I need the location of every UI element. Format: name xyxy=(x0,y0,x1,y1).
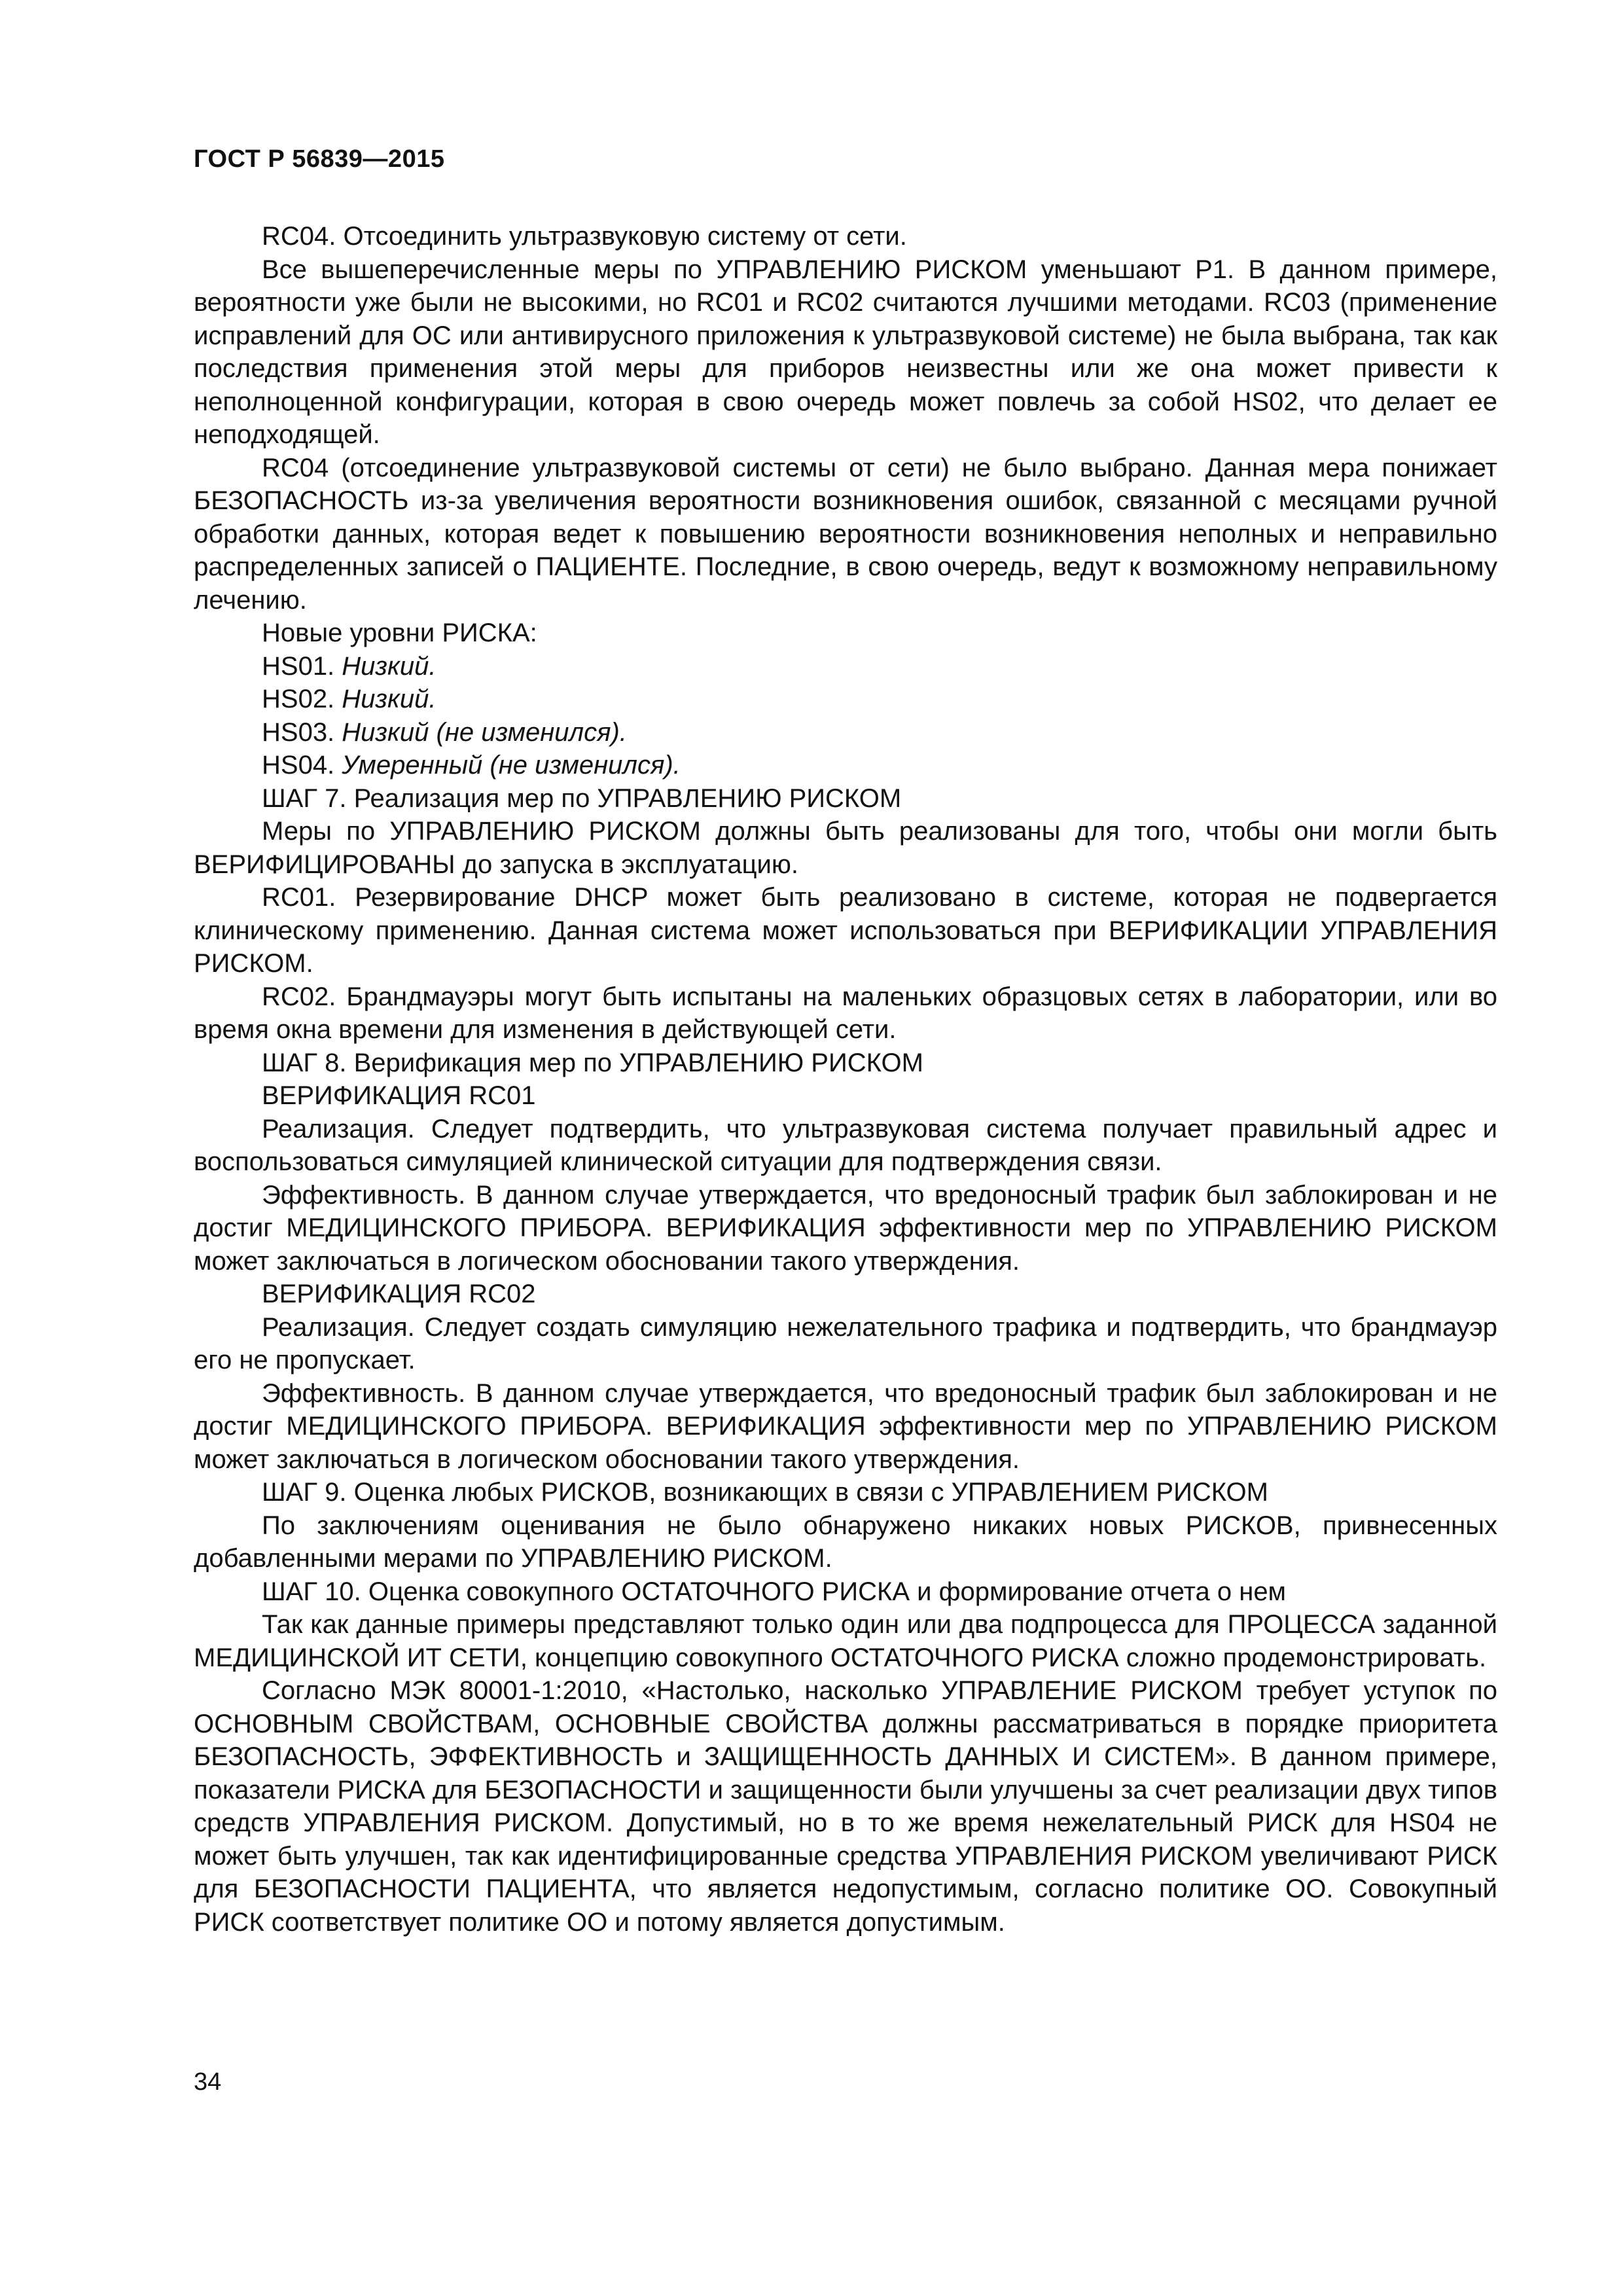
paragraph-rc02-firewalls: RC02. Брандмауэры могут быть испытаны на маленьких образцовых сетях в лаборатории, или во время окна времени для изменения в действующей сети. xyxy=(194,982,1497,1044)
risk-level-hs03 xyxy=(194,716,1497,749)
hs03-code: HS03. xyxy=(262,717,342,747)
paragraph-rc02-effectiveness: Эффективность. В данном случае утверждается, что вредоносный трафик был заблокирован и не достиг МЕДИЦИНСКОГО ПРИБОРА. ВЕРИФИКАЦИЯ эффективности мер по УПРАВЛЕНИЮ РИСКОМ может заключаться в логическом обосновании такого утверждения. xyxy=(194,1378,1497,1474)
step-10-heading: ШАГ 10. Оценка совокупного ОСТАТОЧНОГО РИСКА и формирование отчета о нем xyxy=(262,1577,1287,1606)
hs02-level: Низкий. xyxy=(342,685,437,713)
document-body xyxy=(194,220,1497,1939)
hs02-code: HS02. xyxy=(262,685,342,713)
step-8-heading: ШАГ 8. Верификация мер по УПРАВЛЕНИЮ РИСКОМ xyxy=(262,1048,923,1077)
step-7-heading: ШАГ 7. Реализация мер по УПРАВЛЕНИЮ РИСКОМ xyxy=(262,783,902,813)
risk-level-hs04 xyxy=(194,749,1497,782)
page-number: 34 xyxy=(194,2068,222,2096)
paragraph-rc04-item: RC04. Отсоединить ультразвуковую систему от сети. xyxy=(262,222,907,251)
hs03-level: Низкий (не изменился). xyxy=(342,717,627,747)
paragraph-rc04-not-selected: RC04 (отсоединение ультразвуковой системы от сети) не было выбрано. Данная мера понижает БЕЗОПАСНОСТЬ из-за увеличения вероятности возникновения ошибок, связанной с месяцами ручной обработки данных, которая ведет к повышению вероятности возникновения неполных и неправильно распределенных записей о ПАЦИЕНТЕ. Последние, в свою очередь, ведут к возможному неправильному лечению. xyxy=(194,453,1497,615)
paragraph-rc02-implementation: Реализация. Следует создать симуляцию нежелательного трафика и подтвердить, что брандмауэр его не пропускает. xyxy=(194,1312,1497,1374)
document-header: ГОСТ Р 56839—2015 xyxy=(194,145,445,173)
paragraph-rc01-effectiveness: Эффективность. В данном случае утверждается, что вредоносный трафик был заблокирован и не достиг МЕДИЦИНСКОГО ПРИБОРА. ВЕРИФИКАЦИЯ эффективности мер по УПРАВЛЕНИЮ РИСКОМ может заключаться в логическом обосновании такого утверждения. xyxy=(194,1180,1497,1276)
paragraph-measures-implementation: Меры по УПРАВЛЕНИЮ РИСКОМ должны быть реализованы для того, чтобы они могли быть ВЕРИФИЦИРОВАНЫ до запуска в эксплуатацию. xyxy=(194,817,1497,879)
paragraph-measures-summary: Все вышеперечисленные меры по УПРАВЛЕНИЮ РИСКОМ уменьшают Р1. В данном примере, вероятности уже были не высокими, но RC01 и RC02 считаются лучшими методами. RC03 (применение исправлений для ОС или антивирусного приложения к ультразвуковой системе) не была выбрана, так как последствия применения этой меры для приборов неизвестны или же она может привести к неполноценной конфигурации, которая в свою очередь может повлечь за собой HS02, что делает ее неподходящей. xyxy=(194,255,1497,449)
hs04-level: Умеренный (не изменился). xyxy=(342,751,681,780)
hs04-code: HS04. xyxy=(262,751,342,780)
step-9-heading: ШАГ 9. Оценка любых РИСКОВ, возникающих в связи с УПРАВЛЕНИЕМ РИСКОМ xyxy=(262,1478,1268,1507)
paragraph-new-risk-levels: Новые уровни РИСКА: xyxy=(262,619,537,647)
hs01-level: Низкий. xyxy=(342,651,437,681)
risk-level-hs01 xyxy=(194,650,1497,683)
paragraph-rc01-implementation: Реализация. Следует подтвердить, что ультразвуковая система получает правильный адрес и воспользоваться симуляцией клинической ситуации для подтверждения связи. xyxy=(194,1114,1497,1176)
paragraph-no-new-risks: По заключениям оценивания не было обнаружено никаких новых РИСКОВ, привнесенных добавленными мерами по УПРАВЛЕНИЮ РИСКОМ. xyxy=(194,1511,1497,1573)
paragraph-iec-80001: Согласно МЭК 80001-1:2010, «Настолько, насколько УПРАВЛЕНИЕ РИСКОМ требует уступок по ОСНОВНЫМ СВОЙСТВАМ, ОСНОВНЫЕ СВОЙСТВА должны рассматриваться в порядке приоритета БЕЗОПАСНОСТЬ, ЭФФЕКТИВНОСТЬ и ЗАЩИЩЕННОСТЬ ДАННЫХ И СИСТЕМ». В данном примере, показатели РИСКА для БЕЗОПАСНОСТИ и защищенности были улучшены за счет реализации двух типов средств УПРАВЛЕНИЯ РИСКОМ. Допустимый, но в то же время нежелательный РИСК для HS04 не может быть улучшен, так как идентифицированные средства УПРАВЛЕНИЯ РИСКОМ увеличивают РИСК для БЕЗОПАСНОСТИ ПАЦИЕНТА, что является недопустимым, согласно политике ОО. Совокупный РИСК соответствует политике ОО и потому является допустимым. xyxy=(194,1676,1497,1937)
verification-rc02-heading: ВЕРИФИКАЦИЯ RC02 xyxy=(262,1280,536,1308)
risk-level-hs02 xyxy=(194,683,1497,716)
paragraph-rc01-dhcp: RC01. Резервирование DHCP может быть реализовано в системе, которая не подвергается клиническому применению. Данная система может использоваться при ВЕРИФИКАЦИИ УПРАВЛЕНИЯ РИСКОМ. xyxy=(194,883,1497,978)
verification-rc01-heading: ВЕРИФИКАЦИЯ RC01 xyxy=(262,1081,536,1110)
hs01-code: HS01. xyxy=(262,651,342,681)
paragraph-residual-risk-concept: Так как данные примеры представляют только один или два подпроцесса для ПРОЦЕССА заданной МЕДИЦИНСКОЙ ИТ СЕТИ, концепцию совокупного ОСТАТОЧНОГО РИСКА сложно продемонстрировать. xyxy=(194,1610,1497,1672)
